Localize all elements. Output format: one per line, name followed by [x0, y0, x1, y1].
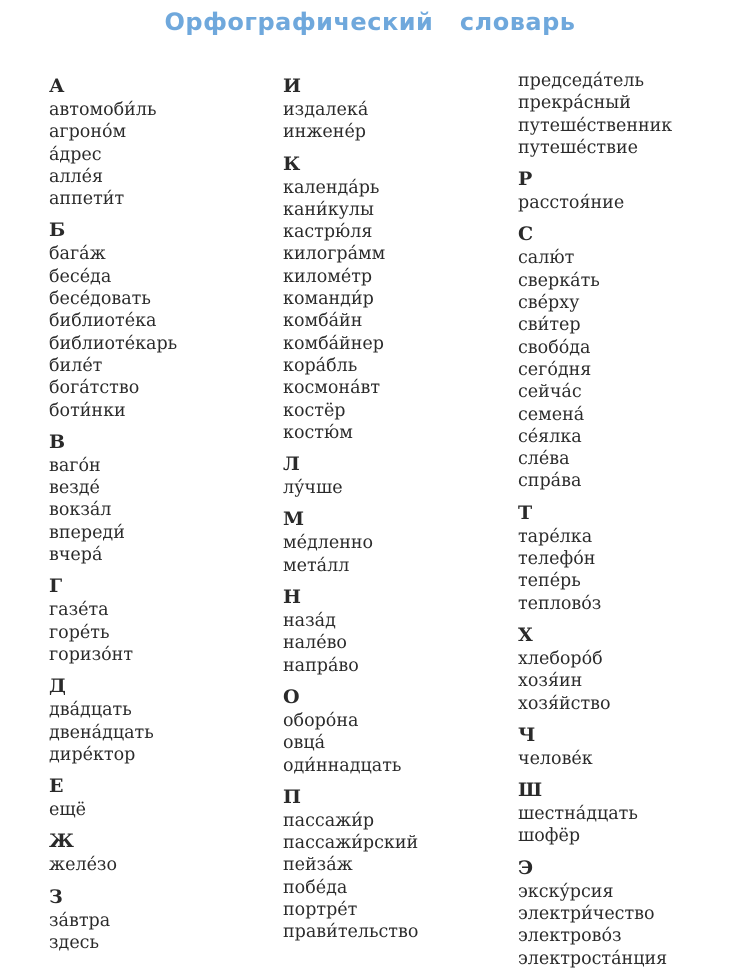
dictionary-word: агроно́м — [49, 122, 127, 143]
dictionary-word: библиоте́карь — [49, 333, 178, 354]
dictionary-word: наза́д — [283, 611, 336, 632]
dictionary-word: сейча́с — [518, 382, 582, 403]
dictionary-word: свобо́да — [518, 337, 591, 358]
section-letter: К — [283, 152, 301, 175]
dictionary-word: сле́ва — [518, 449, 570, 470]
section-letter: Ш — [518, 779, 543, 802]
dictionary-word: спра́ва — [518, 471, 582, 492]
letter-section — [49, 430, 177, 566]
letter-section — [49, 218, 177, 421]
dictionary-column-1 — [49, 70, 177, 962]
letter-section — [518, 70, 672, 159]
dictionary-word: космона́вт — [283, 378, 381, 399]
dictionary-word: килогра́мм — [283, 244, 386, 265]
dictionary-word: хозя́ин — [518, 671, 583, 692]
page-title: Орфографический словарь — [164, 8, 576, 36]
section-letter: Ч — [518, 723, 536, 746]
dictionary-word: библиоте́ка — [49, 311, 157, 332]
dictionary-word: портре́т — [283, 900, 358, 921]
dictionary-word: прави́тельство — [283, 922, 419, 943]
dictionary-word: газе́та — [49, 600, 109, 621]
dictionary-word: оборо́на — [283, 710, 359, 731]
letter-section — [283, 585, 418, 677]
section-letter: Т — [518, 501, 533, 524]
dictionary-word: напра́во — [283, 655, 359, 676]
section-letter: Н — [283, 586, 301, 609]
dictionary-word: вчера́ — [49, 545, 103, 566]
dictionary-word: ме́дленно — [283, 533, 374, 554]
dictionary-word: бесе́довать — [49, 289, 151, 310]
section-letter: Ж — [49, 830, 74, 853]
dictionary-word: за́втра — [49, 910, 111, 931]
dictionary-word: алле́я — [49, 166, 104, 187]
section-letter: Б — [49, 219, 66, 242]
dictionary-word: телефо́н — [518, 549, 596, 570]
letter-section — [283, 785, 418, 944]
dictionary-word: хлеборо́б — [518, 648, 603, 669]
dictionary-word: инжене́р — [283, 122, 367, 143]
dictionary-word: побе́да — [283, 877, 348, 898]
dictionary-word: ещё — [49, 800, 86, 821]
letter-section — [283, 452, 418, 499]
dictionary-word: теплово́з — [518, 593, 602, 614]
dictionary-word: впереди́ — [49, 522, 125, 543]
dictionary-word: календа́рь — [283, 177, 380, 198]
dictionary-word: двена́дцать — [49, 722, 154, 743]
dictionary-word: шестна́дцать — [518, 804, 638, 825]
letter-section — [518, 222, 672, 492]
dictionary-word: автомоби́ль — [49, 100, 157, 120]
section-letter: А — [49, 75, 65, 97]
letter-section — [283, 507, 418, 577]
letter-section — [518, 723, 672, 770]
dictionary-word: лу́чше — [283, 478, 343, 499]
section-letter: В — [49, 430, 66, 453]
dictionary-word: оди́ннадцать — [283, 755, 402, 776]
dictionary-word: костю́м — [283, 422, 353, 443]
section-letter: Е — [49, 775, 64, 798]
dictionary-word: председа́тель — [518, 71, 645, 91]
section-letter: Д — [49, 675, 66, 698]
dictionary-word: салю́т — [518, 248, 575, 269]
section-letter: С — [518, 223, 534, 246]
dictionary-word: сего́дня — [518, 359, 592, 380]
dictionary-word: боти́нки — [49, 400, 126, 421]
letter-section — [518, 501, 672, 615]
section-letter: И — [283, 75, 301, 97]
dictionary-word: путеше́ствие — [518, 137, 638, 158]
dictionary-word: везде́ — [49, 478, 100, 499]
dictionary-word: пейза́ж — [283, 855, 353, 876]
letter-section — [518, 623, 672, 715]
dictionary-word: аппети́т — [49, 189, 125, 210]
dictionary-word: команди́р — [283, 289, 374, 310]
dictionary-word: издалека́ — [283, 100, 369, 120]
dictionary-word: нале́во — [283, 633, 347, 654]
section-letter: Л — [283, 453, 300, 476]
dictionary-word: сви́тер — [518, 315, 581, 336]
dictionary-word: бага́ж — [49, 244, 106, 265]
dictionary-word: бесе́да — [49, 266, 112, 287]
dictionary-word: два́дцать — [49, 700, 132, 721]
dictionary-word: электри́чество — [518, 904, 655, 925]
dictionary-word: хозя́йство — [518, 693, 611, 714]
dictionary-word: биле́т — [49, 355, 103, 376]
dictionary-word: све́рху — [518, 293, 580, 314]
dictionary-word: кастрю́ля — [283, 222, 373, 243]
section-letter: Х — [518, 623, 533, 646]
letter-section — [283, 152, 418, 445]
section-letter: Г — [49, 575, 63, 598]
letter-section — [49, 674, 177, 766]
dictionary-word: пассажи́рский — [283, 833, 419, 854]
letter-section — [283, 74, 418, 144]
letter-section — [49, 574, 177, 666]
letter-section — [49, 774, 177, 821]
letter-section — [518, 778, 672, 848]
letter-section — [49, 829, 177, 876]
dictionary-word: пассажи́р — [283, 810, 375, 831]
dictionary-word: сверка́ть — [518, 270, 600, 291]
section-letter: Э — [518, 856, 534, 879]
dictionary-word: шофёр — [518, 826, 581, 847]
dictionary-word: комба́йнер — [283, 333, 384, 354]
letter-section — [518, 856, 672, 970]
letter-section — [283, 685, 418, 777]
dictionary-column-2 — [283, 70, 418, 952]
dictionary-word: кани́кулы — [283, 199, 374, 220]
dictionary-word: расстоя́ние — [518, 193, 625, 214]
dictionary-word: челове́к — [518, 748, 593, 769]
dictionary-word: горизо́нт — [49, 644, 133, 665]
section-letter: Р — [518, 168, 533, 191]
dictionary-word: комба́йн — [283, 311, 363, 332]
dictionary-column-3 — [518, 70, 672, 978]
dictionary-word: электроста́нция — [518, 948, 668, 969]
dictionary-word: бога́тство — [49, 378, 140, 399]
dictionary-word: путеше́ственник — [518, 115, 673, 136]
dictionary-word: прекра́сный — [518, 93, 631, 114]
dictionary-word: а́дрес — [49, 144, 102, 165]
section-letter: О — [283, 685, 300, 708]
dictionary-word: кора́бль — [283, 355, 358, 376]
dictionary-word: таре́лка — [518, 526, 593, 547]
dictionary-word: здесь — [49, 933, 100, 954]
letter-section — [49, 74, 177, 210]
dictionary-word: желе́зо — [49, 855, 118, 876]
section-letter: З — [49, 885, 63, 908]
dictionary-word: костёр — [283, 400, 346, 421]
dictionary-word: ваго́н — [49, 455, 101, 476]
dictionary-word: мета́лл — [283, 555, 350, 576]
dictionary-word: экску́рсия — [518, 881, 614, 902]
dictionary-word: вокза́л — [49, 500, 112, 521]
dictionary-word: киломе́тр — [283, 266, 373, 287]
dictionary-word: се́ялка — [518, 426, 582, 447]
dictionary-word: электрово́з — [518, 926, 622, 947]
dictionary-word: семена́ — [518, 404, 585, 425]
letter-section — [518, 167, 672, 214]
dictionary-word: дире́ктор — [49, 744, 136, 765]
letter-section — [49, 885, 177, 955]
section-letter: П — [283, 785, 301, 808]
section-letter: М — [283, 508, 305, 531]
dictionary-word: овца́ — [283, 733, 326, 754]
dictionary-word: тепе́рь — [518, 571, 581, 592]
dictionary-word: горе́ть — [49, 622, 110, 643]
